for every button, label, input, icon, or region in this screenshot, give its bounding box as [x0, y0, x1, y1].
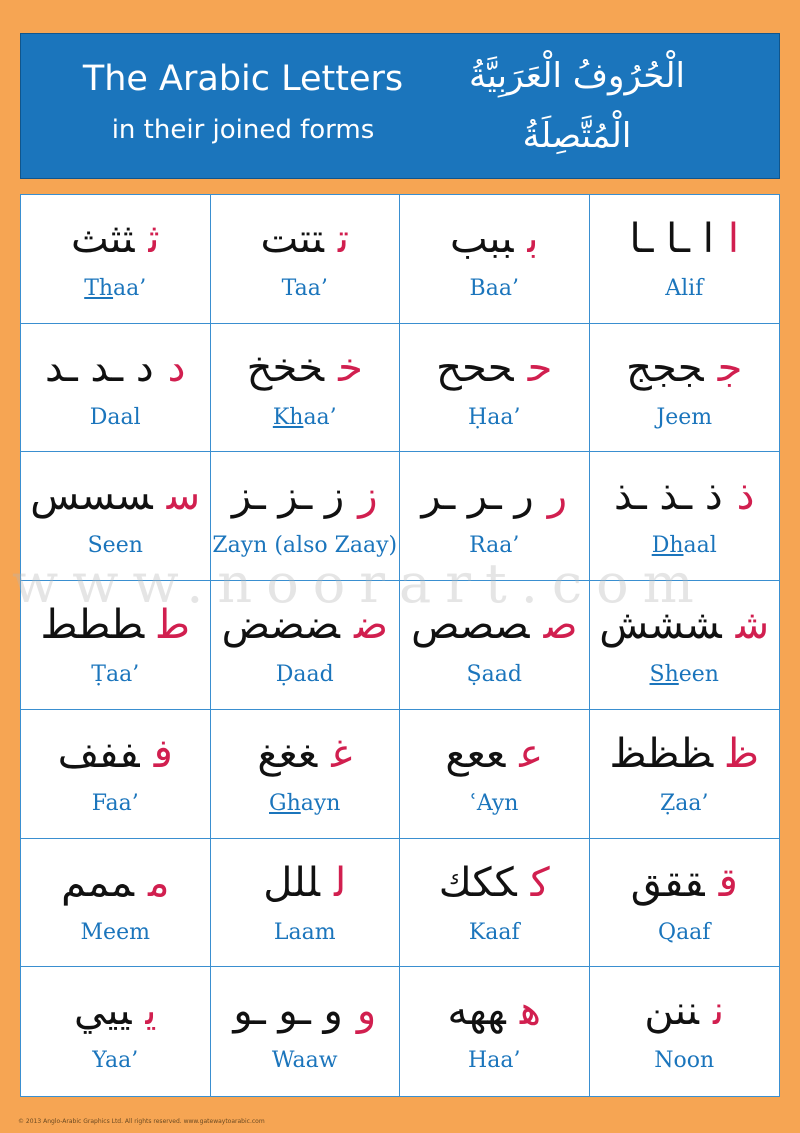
isolated-letter: ذ — [736, 473, 755, 520]
letter-name — [211, 532, 400, 560]
letter-cell — [590, 967, 780, 1096]
letter-forms — [400, 595, 589, 655]
letter-cell — [590, 839, 780, 968]
letter-name — [21, 1047, 210, 1075]
letter-cell — [590, 452, 780, 581]
letter-name — [211, 404, 400, 432]
letter-name — [21, 404, 210, 432]
letter-name — [211, 919, 400, 947]
isolated-letter: ق — [718, 859, 738, 906]
letter-name — [400, 790, 589, 818]
joined-forms: ر ـر ـر — [421, 473, 534, 520]
letter-cell — [590, 581, 780, 710]
letter-name-text: Alif — [665, 276, 704, 301]
letter-cell — [590, 324, 780, 453]
letter-forms — [211, 209, 400, 269]
letter-name-rest: aa’ — [113, 276, 147, 301]
letter-name-digraph: Dh — [651, 533, 684, 559]
title-line-1: The Arabic Letters — [82, 59, 404, 99]
letter-forms — [211, 853, 400, 913]
joined-forms: ذ ـذ ـذ — [614, 473, 723, 520]
joined-forms: ففف — [57, 730, 140, 777]
letter-name-text: Ṭaa’ — [91, 662, 140, 688]
letter-forms — [211, 981, 400, 1041]
letter-cell — [590, 710, 780, 839]
arabic-title — [427, 46, 727, 166]
letter-name-text: Faa’ — [91, 790, 139, 816]
letter-name-text: Qaaf — [658, 919, 711, 945]
letter-name-text: Ḥaa’ — [468, 404, 521, 430]
letter-name — [400, 919, 589, 947]
letter-name — [590, 275, 780, 303]
letter-name-rest: een — [678, 662, 719, 688]
joined-forms: ججج — [626, 344, 704, 391]
letter-name-rest: ayn — [300, 790, 341, 816]
title-banner — [20, 33, 780, 179]
letter-forms — [211, 724, 400, 784]
copyright-footer: © 2013 Anglo-Arabic Graphics Ltd. All rights reserved. www.gatewaytoarabic.com — [18, 1118, 265, 1125]
letter-forms — [21, 466, 210, 526]
letter-cell — [211, 324, 401, 453]
letter-cell — [21, 324, 211, 453]
joined-forms: تتت — [260, 216, 324, 262]
letter-forms — [21, 853, 210, 913]
letter-cell — [21, 195, 211, 324]
letter-forms — [590, 853, 780, 913]
joined-forms: صصص — [411, 602, 530, 649]
isolated-letter: غ — [331, 730, 353, 777]
isolated-letter: ط — [158, 602, 190, 649]
joined-forms: ححح — [436, 344, 514, 391]
joined-forms: ضضض — [221, 602, 340, 649]
letter-name-text: Laam — [273, 919, 336, 945]
letter-name — [211, 661, 400, 689]
letter-name-text: Haa’ — [468, 1048, 521, 1074]
letter-forms — [21, 595, 210, 655]
letter-name-rest: aa’ — [303, 404, 337, 430]
isolated-letter: ض — [353, 602, 388, 649]
joined-forms: ششش — [599, 602, 722, 649]
letter-forms — [211, 595, 400, 655]
letter-forms — [21, 209, 210, 269]
letter-name-text: Seen — [87, 533, 143, 559]
joined-forms: ككك — [438, 859, 517, 906]
letter-name-text: Ẓaa’ — [659, 790, 709, 816]
isolated-letter: ف — [153, 730, 173, 777]
isolated-letter: ه — [519, 988, 541, 1035]
letter-name — [21, 532, 210, 560]
letter-name — [590, 532, 780, 560]
joined-forms: غغغ — [257, 730, 318, 777]
isolated-letter: خ — [338, 344, 363, 391]
joined-forms: ببب — [449, 216, 514, 262]
letter-forms — [590, 209, 780, 269]
letter-cell — [21, 967, 211, 1096]
letter-forms — [590, 724, 780, 784]
joined-forms: ننن — [644, 988, 699, 1035]
letter-name — [400, 661, 589, 689]
letter-cell — [211, 839, 401, 968]
joined-forms: خخخ — [246, 344, 325, 391]
joined-forms: ققق — [630, 859, 705, 906]
letter-forms — [211, 338, 400, 398]
letter-name — [400, 275, 589, 303]
letter-forms — [590, 466, 780, 526]
joined-forms: ععع — [445, 730, 506, 777]
letter-cell — [400, 452, 590, 581]
letter-cell — [400, 710, 590, 839]
letter-name — [590, 1047, 780, 1075]
letter-forms — [400, 466, 589, 526]
isolated-letter: د — [167, 344, 186, 391]
letter-name — [400, 404, 589, 432]
letter-forms — [21, 981, 210, 1041]
joined-forms: ييي — [73, 988, 132, 1035]
letter-name — [590, 404, 780, 432]
letter-name — [590, 919, 780, 947]
letter-name-digraph: Sh — [649, 662, 679, 688]
joined-forms: ا ـا ـا — [629, 216, 714, 262]
letter-cell — [211, 452, 401, 581]
letter-cell — [211, 967, 401, 1096]
isolated-letter: ا — [727, 216, 739, 262]
isolated-letter: ح — [527, 344, 553, 391]
isolated-letter: ن — [712, 988, 725, 1035]
joined-forms: ز ـز ـز — [231, 473, 345, 520]
letter-cell — [400, 195, 590, 324]
joined-forms: سسس — [30, 473, 153, 520]
joined-forms: ظظظ — [609, 730, 714, 777]
letter-cell — [400, 324, 590, 453]
letter-cell — [211, 710, 401, 839]
isolated-letter: ت — [337, 216, 350, 262]
letter-forms — [21, 724, 210, 784]
isolated-letter: ز — [358, 473, 378, 520]
letter-name — [590, 790, 780, 818]
letter-name-digraph: Kh — [272, 404, 304, 430]
joined-forms: ههه — [447, 988, 506, 1035]
letter-name-text: Taa’ — [281, 276, 328, 301]
letter-name-digraph: Gh — [269, 790, 301, 816]
letter-name-text: Jeem — [656, 404, 713, 430]
isolated-letter: ظ — [727, 730, 759, 777]
isolated-letter: س — [166, 473, 201, 520]
joined-forms: ممم — [61, 859, 134, 906]
letters-grid — [20, 194, 780, 1097]
isolated-letter: م — [147, 859, 170, 906]
letter-forms — [400, 981, 589, 1041]
letter-forms — [590, 981, 780, 1041]
letter-name — [211, 275, 400, 303]
english-title — [58, 56, 428, 152]
letter-name-text: Meem — [80, 919, 150, 945]
title-line-2: in their joined forms — [111, 115, 375, 145]
letter-cell — [590, 195, 780, 324]
letter-name-text: Yaa’ — [92, 1048, 139, 1074]
letter-forms — [211, 466, 400, 526]
letter-cell — [21, 452, 211, 581]
letter-cell — [21, 581, 211, 710]
joined-forms: و ـو ـو — [233, 988, 343, 1035]
letter-name — [21, 790, 210, 818]
letter-cell — [21, 710, 211, 839]
letter-forms — [590, 595, 780, 655]
isolated-letter: ش — [735, 602, 770, 649]
isolated-letter: ث — [148, 216, 160, 262]
letter-cell — [211, 581, 401, 710]
letter-name — [21, 661, 210, 689]
letter-name — [400, 532, 589, 560]
isolated-letter: ر — [547, 473, 568, 520]
letter-name — [590, 661, 780, 689]
letter-cell — [400, 581, 590, 710]
letter-forms — [400, 209, 589, 269]
letter-forms — [590, 338, 780, 398]
isolated-letter: ع — [519, 730, 544, 777]
isolated-letter: و — [356, 988, 377, 1035]
letter-cell — [400, 839, 590, 968]
letter-name-text: Zayn (also Zaay) — [212, 533, 398, 559]
isolated-letter: ب — [527, 216, 539, 262]
letter-name — [21, 275, 210, 303]
arabic-title-line-2: الْمُتَّصِلَةُ — [522, 116, 632, 156]
letter-name-text: Raa’ — [469, 533, 520, 559]
letter-name-text: ʿAyn — [470, 790, 519, 816]
isolated-letter: ص — [543, 602, 578, 649]
watermark: www.noorart.com — [12, 552, 708, 615]
joined-forms: د ـد ـد — [45, 344, 154, 391]
isolated-letter: ج — [717, 344, 743, 391]
letter-name-text: Baa’ — [469, 276, 519, 301]
letter-cell — [21, 839, 211, 968]
letter-name-text: Noon — [654, 1048, 715, 1074]
letter-forms — [400, 724, 589, 784]
letter-name — [211, 790, 400, 818]
letter-name-text: Kaaf — [468, 919, 520, 945]
isolated-letter: ك — [530, 859, 550, 906]
letter-cell — [211, 195, 401, 324]
joined-forms: ثثث — [70, 216, 135, 262]
letter-forms — [21, 338, 210, 398]
letter-name-text: Ḍaad — [275, 662, 334, 688]
letter-name-text: Ṣaad — [466, 662, 522, 688]
letter-name-digraph: Th — [84, 276, 114, 301]
isolated-letter: ل — [334, 859, 347, 906]
isolated-letter: ي — [145, 988, 157, 1035]
joined-forms: ططط — [40, 602, 145, 649]
letter-name — [21, 919, 210, 947]
joined-forms: للل — [263, 859, 321, 906]
letter-name-rest: aal — [683, 533, 717, 559]
letter-name — [400, 1047, 589, 1075]
letter-forms — [400, 338, 589, 398]
letter-name-text: Daal — [89, 404, 141, 430]
letter-name-text: Waaw — [271, 1048, 338, 1074]
letter-cell — [400, 967, 590, 1096]
letter-name — [211, 1047, 400, 1075]
arabic-title-line-1: الْحُرُوفُ الْعَرَبِيَّةُ — [469, 56, 685, 96]
letter-forms — [400, 853, 589, 913]
